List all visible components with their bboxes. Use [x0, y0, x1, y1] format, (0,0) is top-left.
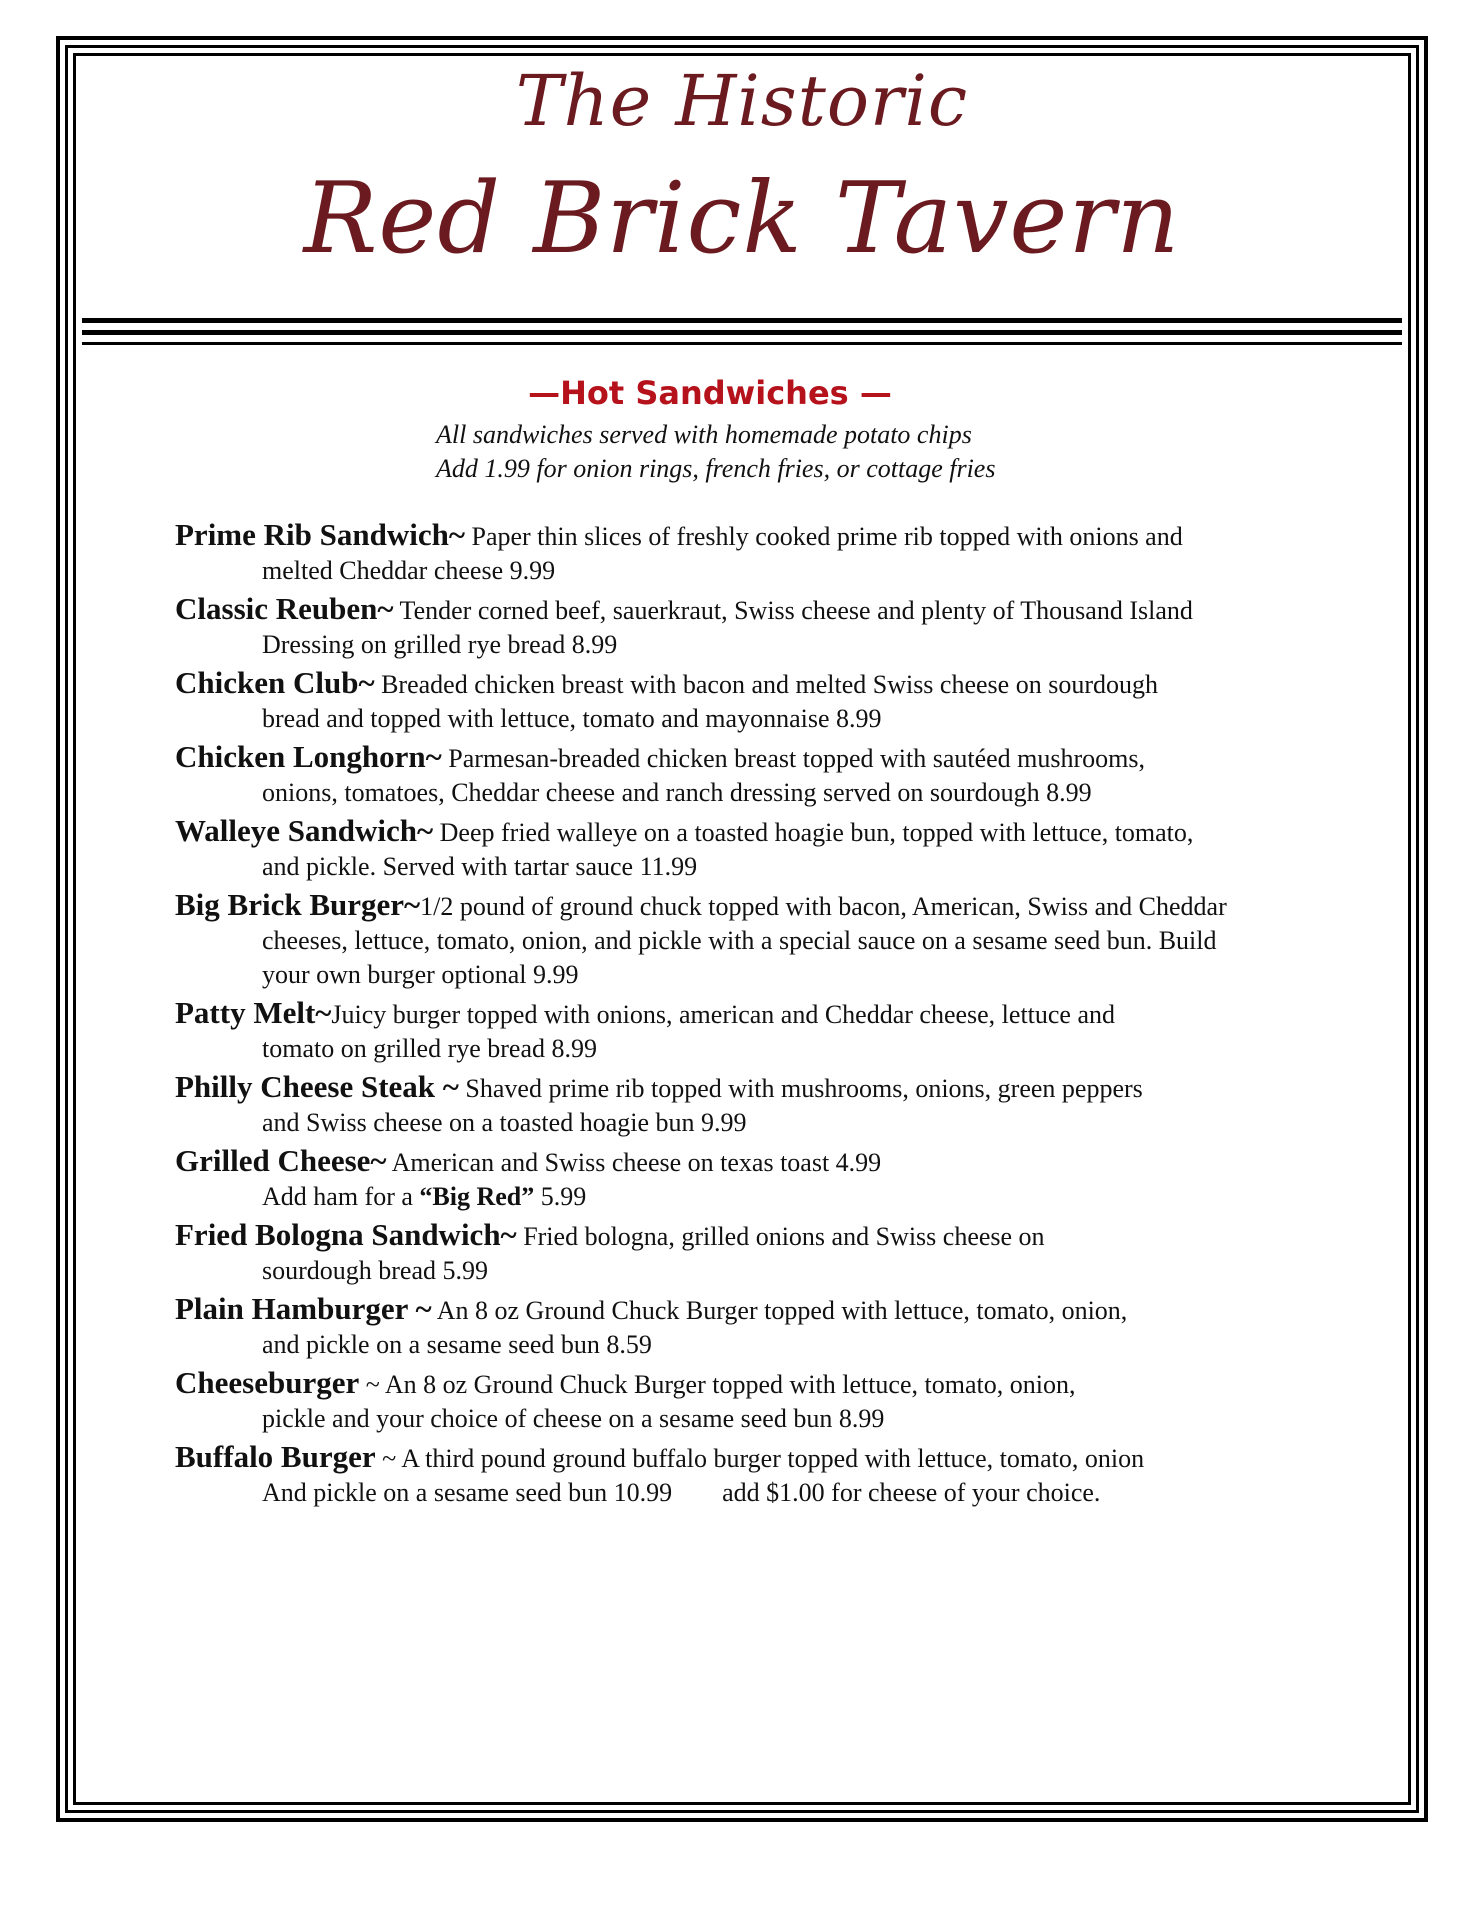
item-description: 1/2 pound of ground chuck topped with bacon, American, Swiss and Cheddar — [420, 892, 1227, 921]
item-description: and pickle on a sesame seed bun 8.59 — [262, 1330, 652, 1359]
item-name: Classic Reuben~ — [175, 591, 394, 626]
item-name: Buffalo Burger — [175, 1439, 376, 1474]
menu-item — [175, 814, 1360, 884]
item-description: Deep fried walleye on a toasted hoagie bun, topped with lettuce, tomato, — [433, 818, 1194, 847]
menu-item — [175, 1292, 1360, 1362]
menu-items — [175, 518, 1360, 1514]
menu-item — [175, 1366, 1360, 1436]
item-description: ~ A third pound ground buffalo burger topped with lettuce, tomato, onion — [375, 1444, 1145, 1473]
item-description: melted Cheddar cheese 9.99 — [262, 556, 556, 585]
menu-item — [175, 518, 1360, 588]
header-divider — [82, 342, 1402, 345]
item-description: Paper thin slices of freshly cooked prime rib topped with onions and — [464, 522, 1183, 551]
section-note: All sandwiches served with homemade potato chips — [436, 420, 972, 449]
item-description: and pickle. Served with tartar sauce 11.99 — [262, 852, 698, 881]
menu-item — [175, 996, 1360, 1066]
item-description: cheeses, lettuce, tomato, onion, and pickle with a special sauce on a sesame seed bun. Build — [262, 926, 1217, 955]
item-description: Breaded chicken breast with bacon and melted Swiss cheese on sourdough — [374, 670, 1158, 699]
item-name: Grilled Cheese~ — [175, 1143, 387, 1178]
item-description: Dressing on grilled rye bread 8.99 — [262, 630, 618, 659]
item-description: Shaved prime rib topped with mushrooms, onions, green peppers — [458, 1074, 1143, 1103]
item-description: sourdough bread 5.99 — [262, 1256, 489, 1285]
item-description: pickle and your choice of cheese on a sesame seed bun 8.99 — [262, 1404, 885, 1433]
item-name: Philly Cheese Steak ~ — [175, 1069, 459, 1104]
menu-item — [175, 1218, 1360, 1288]
menu-item — [175, 1144, 1360, 1214]
item-description-text: Add ham for a — [262, 1182, 420, 1211]
item-description: and Swiss cheese on a toasted hoagie bun 9.99 — [262, 1108, 747, 1137]
section-notes — [436, 418, 995, 486]
menu-item — [175, 1440, 1360, 1510]
item-name: Walleye Sandwich~ — [175, 813, 434, 848]
menu-item — [175, 592, 1360, 662]
big-red-highlight: “Big Red” — [419, 1182, 535, 1211]
item-description: American and Swiss cheese on texas toast 4.99 — [386, 1148, 882, 1177]
section-note: Add 1.99 for onion rings, french fries, or cottage fries — [436, 454, 996, 483]
item-name: Plain Hamburger ~ — [175, 1291, 432, 1326]
item-name: Prime Rib Sandwich~ — [175, 517, 465, 552]
item-description: An 8 oz Ground Chuck Burger topped with lettuce, tomato, onion, — [431, 1296, 1128, 1325]
item-name: Fried Bologna Sandwich~ — [175, 1217, 517, 1252]
item-description: bread and topped with lettuce, tomato and mayonnaise 8.99 — [262, 704, 882, 733]
menu-item — [175, 1070, 1360, 1140]
item-description-text: And pickle on a sesame seed bun 10.99 — [262, 1478, 673, 1507]
item-description — [175, 1476, 1360, 1510]
item-description: Tender corned beef, sauerkraut, Swiss cheese and plenty of Thousand Island — [393, 596, 1193, 625]
item-description: Juicy burger topped with onions, american and Cheddar cheese, lettuce and — [331, 1000, 1116, 1029]
item-name: Chicken Longhorn~ — [175, 739, 442, 774]
header-divider — [82, 330, 1402, 335]
header-title: Red Brick Tavern — [303, 162, 1181, 276]
menu-item — [175, 888, 1360, 992]
item-description: Parmesan-breaded chicken breast topped with sautéed mushrooms, — [441, 744, 1146, 773]
item-name: Chicken Club~ — [175, 665, 375, 700]
section-title: —Hot Sandwiches — — [528, 374, 892, 412]
header-subtitle: The Historic — [515, 60, 969, 142]
header-divider — [82, 318, 1402, 323]
menu-item — [175, 740, 1360, 810]
item-name: Big Brick Burger~ — [175, 887, 421, 922]
item-price: 5.99 — [534, 1182, 587, 1211]
cheese-addon-note: add $1.00 for cheese of your choice. — [722, 1478, 1101, 1507]
item-description: ~ An 8 oz Ground Chuck Burger topped with lettuce, tomato, onion, — [359, 1370, 1076, 1399]
item-description: your own burger optional 9.99 — [262, 960, 579, 989]
item-name: Patty Melt~ — [175, 995, 332, 1030]
item-description: Fried bologna, grilled onions and Swiss cheese on — [516, 1222, 1045, 1251]
item-name: Cheeseburger — [175, 1365, 360, 1400]
item-description — [175, 1180, 1360, 1214]
item-description: onions, tomatoes, Cheddar cheese and ranch dressing served on sourdough 8.99 — [262, 778, 1092, 807]
item-description: tomato on grilled rye bread 8.99 — [262, 1034, 598, 1063]
menu-item — [175, 666, 1360, 736]
